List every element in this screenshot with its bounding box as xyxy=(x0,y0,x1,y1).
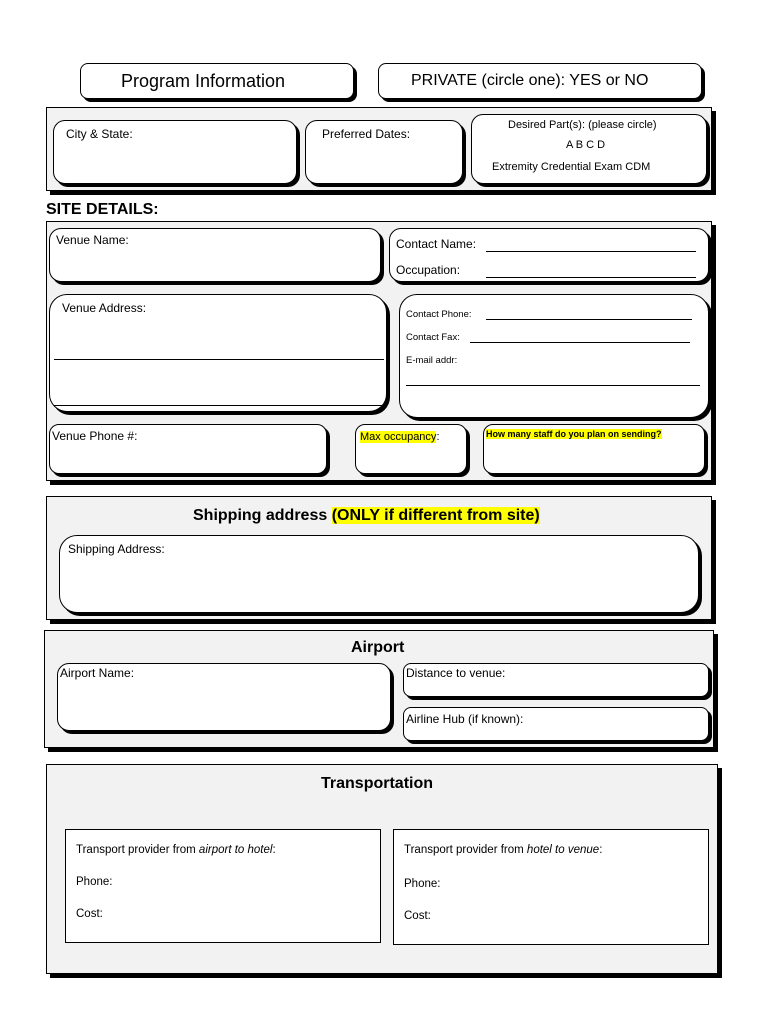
occupation-label: Occupation: xyxy=(396,263,461,277)
program-details-panel xyxy=(46,107,712,191)
airport-to-hotel-phone-label: Phone: xyxy=(76,876,113,888)
airport-name-label: Airport Name: xyxy=(60,666,135,680)
max-occupancy-colon: : xyxy=(436,431,440,443)
airport-to-hotel-prefix: Transport provider from xyxy=(76,844,199,856)
airport-to-hotel-cost-label: Cost: xyxy=(76,908,103,920)
preferred-dates-label: Preferred Dates: xyxy=(322,127,411,141)
venue-address-line-2 xyxy=(54,405,384,406)
desired-parts-letters: A B C D xyxy=(566,139,606,151)
hotel-to-venue-box[interactable] xyxy=(393,829,709,945)
venue-phone-field[interactable] xyxy=(49,424,327,474)
hotel-to-venue-phone-label: Phone: xyxy=(404,878,441,890)
airline-hub-field[interactable] xyxy=(403,707,709,741)
venue-address-field[interactable] xyxy=(49,294,387,412)
contact-name-line xyxy=(486,251,696,252)
hotel-to-venue-label xyxy=(404,844,602,856)
contact-fax-line xyxy=(470,342,690,343)
distance-to-venue-label: Distance to venue: xyxy=(406,666,506,680)
airline-hub-label: Airline Hub (if known): xyxy=(406,712,524,726)
private-box[interactable] xyxy=(378,63,702,99)
venue-address-label: Venue Address: xyxy=(62,301,147,315)
contact-phone-line xyxy=(486,319,692,320)
transportation-panel xyxy=(46,764,718,974)
site-details-heading: SITE DETAILS: xyxy=(46,201,159,218)
venue-phone-label: Venue Phone #: xyxy=(52,429,138,443)
max-occupancy-text: Max occupancy xyxy=(360,431,437,443)
hotel-to-venue-suffix: : xyxy=(599,844,603,856)
venue-name-label: Venue Name: xyxy=(56,233,129,247)
shipping-heading-highlight: (ONLY if different from site) xyxy=(331,507,540,524)
shipping-panel xyxy=(46,496,712,620)
distance-to-venue-field[interactable] xyxy=(403,663,709,697)
site-details-panel xyxy=(46,221,712,481)
staff-count-field[interactable] xyxy=(483,424,705,474)
shipping-address-field[interactable] xyxy=(59,535,699,613)
staff-count-label: How many staff do you plan on sending? xyxy=(486,429,662,439)
shipping-address-label: Shipping Address: xyxy=(68,542,165,556)
desired-parts-field[interactable] xyxy=(471,114,707,184)
airport-to-hotel-label xyxy=(76,844,276,856)
city-state-field[interactable] xyxy=(53,120,297,184)
max-occupancy-field[interactable] xyxy=(355,424,467,474)
contact-fax-label: Contact Fax: xyxy=(406,332,460,343)
airport-heading: Airport xyxy=(351,639,405,656)
max-occupancy-label xyxy=(360,431,440,443)
airport-to-hotel-suffix: : xyxy=(272,844,276,856)
hotel-to-venue-italic: hotel to venue xyxy=(526,844,600,856)
airport-to-hotel-box[interactable] xyxy=(65,829,381,943)
email-label: E-mail addr: xyxy=(406,355,458,366)
transportation-heading: Transportation xyxy=(321,775,434,792)
airport-panel xyxy=(44,630,714,748)
contact-phone-label: Contact Phone: xyxy=(406,309,472,320)
contact-details-field[interactable] xyxy=(399,294,709,418)
shipping-heading-main: Shipping address xyxy=(193,507,332,524)
city-state-label: City & State: xyxy=(66,127,133,141)
airport-to-hotel-italic: airport to hotel xyxy=(198,844,273,856)
desired-parts-options: Extremity Credential Exam CDM xyxy=(492,161,651,173)
preferred-dates-field[interactable] xyxy=(305,120,463,184)
venue-address-line-1 xyxy=(54,359,384,360)
contact-name-label: Contact Name: xyxy=(396,237,477,251)
hotel-to-venue-prefix: Transport provider from xyxy=(404,844,527,856)
hotel-to-venue-cost-label: Cost: xyxy=(404,910,431,922)
desired-parts-label: Desired Part(s): (please circle) xyxy=(508,119,657,131)
email-line xyxy=(406,385,700,386)
shipping-heading xyxy=(193,507,540,525)
airport-name-field[interactable] xyxy=(57,663,391,731)
program-information-title-box xyxy=(80,63,354,99)
venue-name-field[interactable] xyxy=(49,228,381,282)
contact-occupation-field[interactable] xyxy=(389,228,709,282)
private-label: PRIVATE (circle one): YES or NO xyxy=(411,72,649,89)
occupation-line xyxy=(486,277,696,278)
program-information-title: Program Information xyxy=(121,71,286,91)
